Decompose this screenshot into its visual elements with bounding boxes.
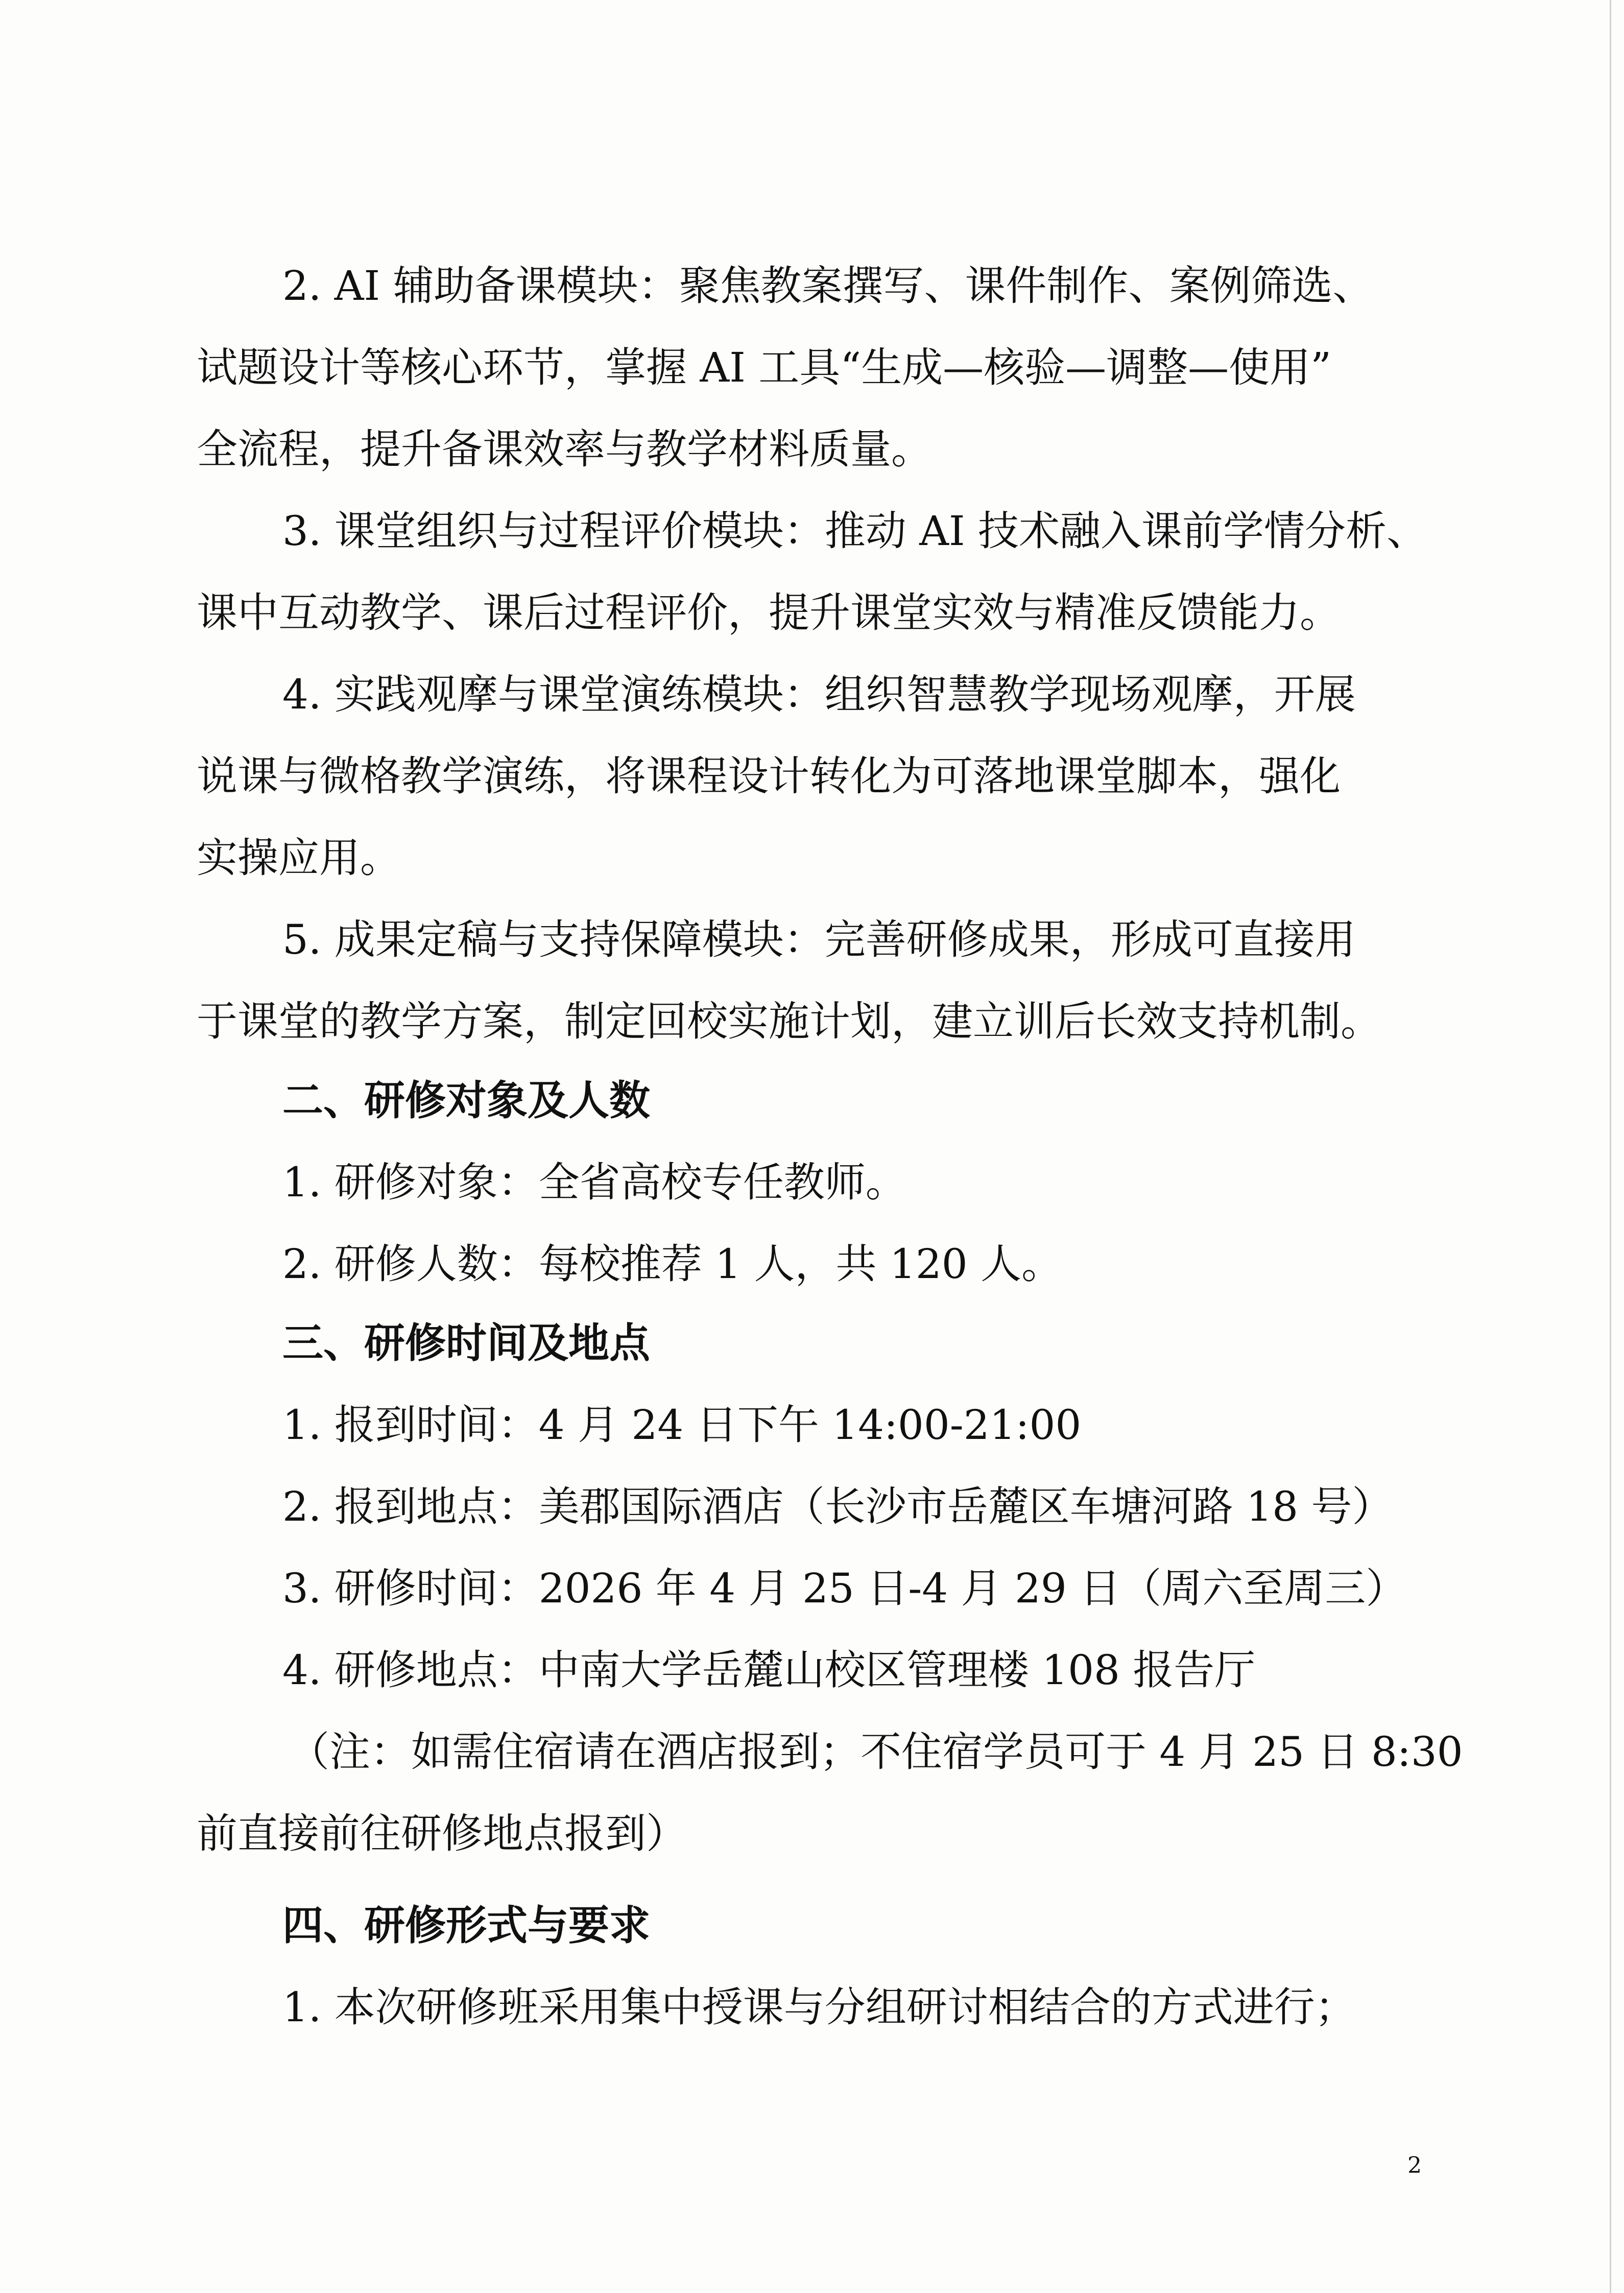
module-2-line-3: 全流程，提升备课效率与教学材料质量。	[197, 425, 932, 473]
page-number: 2	[1407, 2153, 1422, 2179]
module-5-line-1: 5. 成果定稿与支持保障模块：完善研修成果，形成可直接用	[282, 916, 1356, 963]
section-3-heading: 三、研修时间及地点	[282, 1319, 650, 1367]
section-3-item-2: 2. 报到地点：美郡国际酒店（长沙市岳麓区车塘河路 18 号）	[282, 1483, 1393, 1530]
scan-edge-line	[1610, 0, 1611, 2293]
module-5-line-2: 于课堂的教学方案，制定回校实施计划，建立训后长效支持机制。	[197, 998, 1381, 1045]
section-3-item-1: 1. 报到时间：4 月 24 日下午 14:00-21:00	[282, 1401, 1082, 1449]
module-2-line-2: 试题设计等核心环节，掌握 AI 工具“生成—核验—调整—使用”	[197, 344, 1332, 391]
section-3-note-line-1: （注：如需住宿请在酒店报到；不住宿学员可于 4 月 25 日 8:30	[289, 1728, 1463, 1776]
section-4-item-1: 1. 本次研修班采用集中授课与分组研讨相结合的方式进行；	[282, 1983, 1356, 2031]
module-3-line-2: 课中互动教学、课后过程评价，提升课堂实效与精准反馈能力。	[197, 589, 1341, 636]
module-3-line-1: 3. 课堂组织与过程评价模块：推动 AI 技术融入课前学情分析、	[282, 507, 1427, 555]
module-4-line-2: 说课与微格教学演练，将课程设计转化为可落地课堂脚本，强化	[197, 752, 1341, 800]
module-4-line-3: 实操应用。	[197, 834, 401, 882]
section-2-heading: 二、研修对象及人数	[282, 1077, 650, 1124]
section-3-note-line-2: 前直接前往研修地点报到）	[197, 1810, 687, 1857]
module-4-line-1: 4. 实践观摩与课堂演练模块：组织智慧教学现场观摩，开展	[282, 671, 1356, 718]
section-3-item-3: 3. 研修时间：2026 年 4 月 25 日-4 月 29 日（周六至周三）	[282, 1565, 1407, 1612]
module-2-line-1: 2. AI 辅助备课模块：聚焦教案撰写、课件制作、案例筛选、	[282, 262, 1374, 310]
section-2-item-2: 2. 研修人数：每校推荐 1 人，共 120 人。	[282, 1240, 1063, 1288]
section-3-item-4: 4. 研修地点：中南大学岳麓山校区管理楼 108 报告厅	[282, 1646, 1256, 1694]
section-4-heading: 四、研修形式与要求	[282, 1902, 650, 1949]
section-2-item-1: 1. 研修对象：全省高校专任教师。	[282, 1159, 906, 1206]
